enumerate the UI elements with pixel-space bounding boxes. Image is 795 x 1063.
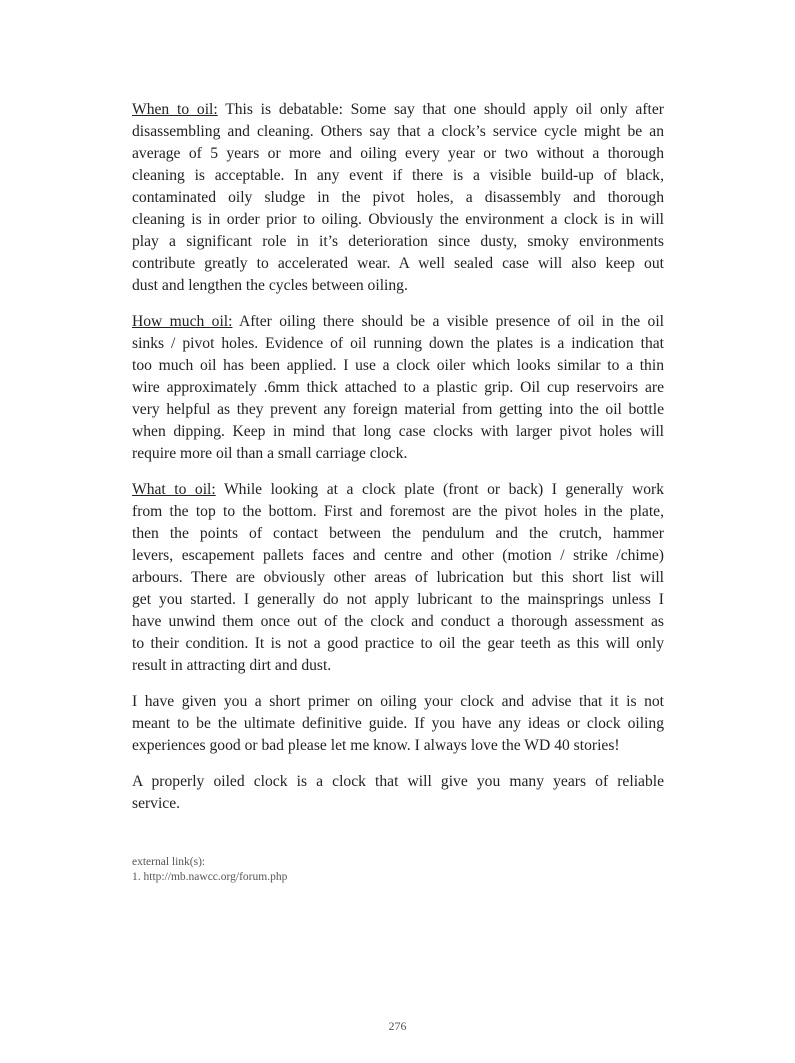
document-body (132, 99, 664, 829)
line-text: I have given you a short primer on oiling your clock and advise that it is not (132, 693, 664, 710)
text-line (132, 443, 664, 465)
text-line (132, 377, 664, 399)
line-text: result in attracting dirt and dust. (132, 657, 332, 674)
page-number: 276 (388, 1019, 407, 1033)
text-line (132, 99, 664, 121)
line-text: disassembling and cleaning. Others say that a clock’s service cycle might be an (132, 123, 664, 140)
line-text: cleaning is in order prior to oiling. Obviously the environment a clock is in will (132, 211, 664, 228)
text-line (132, 793, 664, 815)
line-text: average of 5 years or more and oiling every year or two without a thorough (132, 145, 664, 162)
text-line (132, 501, 664, 523)
paragraph (132, 691, 664, 757)
paragraph (132, 771, 664, 815)
line-text: A properly oiled clock is a clock that will give you many years of reliable (132, 773, 664, 790)
external-links (132, 855, 287, 885)
text-line (132, 333, 664, 355)
line-text: After oiling there should be a visible presence of oil in the oil (238, 313, 664, 330)
line-text: to their condition. It is not a good practice to oil the gear teeth as this will only (132, 635, 664, 652)
external-link[interactable]: 1. http://mb.nawcc.org/forum.php (132, 871, 288, 883)
text-line (132, 143, 664, 165)
line-text: sinks / pivot holes. Evidence of oil running down the plates is a indication that (132, 335, 664, 352)
line-text: This is debatable: Some say that one should apply oil only after (225, 101, 664, 118)
line-text: play a significant role in it’s deterioration since dusty, smoky environments (132, 233, 664, 250)
text-line (132, 275, 664, 297)
text-line (132, 691, 664, 713)
paragraph-label: When to oil: (132, 101, 218, 118)
line-text: require more oil than a small carriage clock. (132, 445, 408, 462)
text-line (132, 209, 664, 231)
line-text: from the top to the bottom. First and foremost are the pivot holes in the plate, (132, 503, 664, 520)
text-line (132, 567, 664, 589)
text-line (132, 545, 664, 567)
line-text: have unwind them once out of the clock and conduct a thorough assessment as (132, 613, 664, 630)
line-text: arbours. There are obviously other areas of lubrication but this short list will (132, 569, 664, 586)
text-line (132, 399, 664, 421)
text-line (132, 655, 664, 677)
text-line (132, 421, 664, 443)
line-text: when dipping. Keep in mind that long case clocks with larger pivot holes will (132, 423, 664, 440)
text-line (132, 187, 664, 209)
line-text: experiences good or bad please let me know. I always love the WD 40 stories! (132, 737, 620, 754)
text-line (132, 611, 664, 633)
text-line (132, 165, 664, 187)
line-text: meant to be the ultimate definitive guide. If you have any ideas or clock oiling (132, 715, 664, 732)
text-line (132, 121, 664, 143)
line-text: very helpful as they prevent any foreign material from getting into the oil bottle (132, 401, 664, 418)
line-text: cleaning is acceptable. In any event if there is a visible build-up of black, (132, 167, 664, 184)
paragraph-label: What to oil: (132, 481, 216, 498)
line-text: get you started. I generally do not apply lubricant to the mainsprings unless I (132, 591, 664, 608)
line-text: too much oil has been applied. I use a clock oiler which looks similar to a thin (132, 357, 664, 374)
line-text: While looking at a clock plate (front or back) I generally work (223, 481, 664, 498)
paragraph (132, 311, 664, 465)
text-line (132, 713, 664, 735)
text-line (132, 771, 664, 793)
text-line (132, 589, 664, 611)
line-text: then the points of contact between the pendulum and the crutch, hammer (132, 525, 664, 542)
line-text: contribute greatly to accelerated wear. A well sealed case will also keep out (132, 255, 664, 272)
text-line (132, 479, 664, 501)
text-line (132, 355, 664, 377)
line-text: service. (132, 795, 181, 812)
text-line (132, 231, 664, 253)
text-line (132, 311, 664, 333)
paragraph (132, 99, 664, 297)
paragraph (132, 479, 664, 677)
text-line (132, 735, 664, 757)
line-text: levers, escapement pallets faces and centre and other (motion / strike /chime) (132, 547, 664, 564)
line-text: wire approximately .6mm thick attached to a plastic grip. Oil cup reservoirs are (132, 379, 664, 396)
line-text: contaminated oily sludge in the pivot holes, a disassembly and thorough (132, 189, 664, 206)
text-line (132, 633, 664, 655)
external-links-heading: external link(s): (132, 856, 206, 868)
paragraph-label: How much oil: (132, 313, 233, 330)
text-line (132, 523, 664, 545)
line-text: dust and lengthen the cycles between oiling. (132, 277, 408, 294)
text-line (132, 253, 664, 275)
